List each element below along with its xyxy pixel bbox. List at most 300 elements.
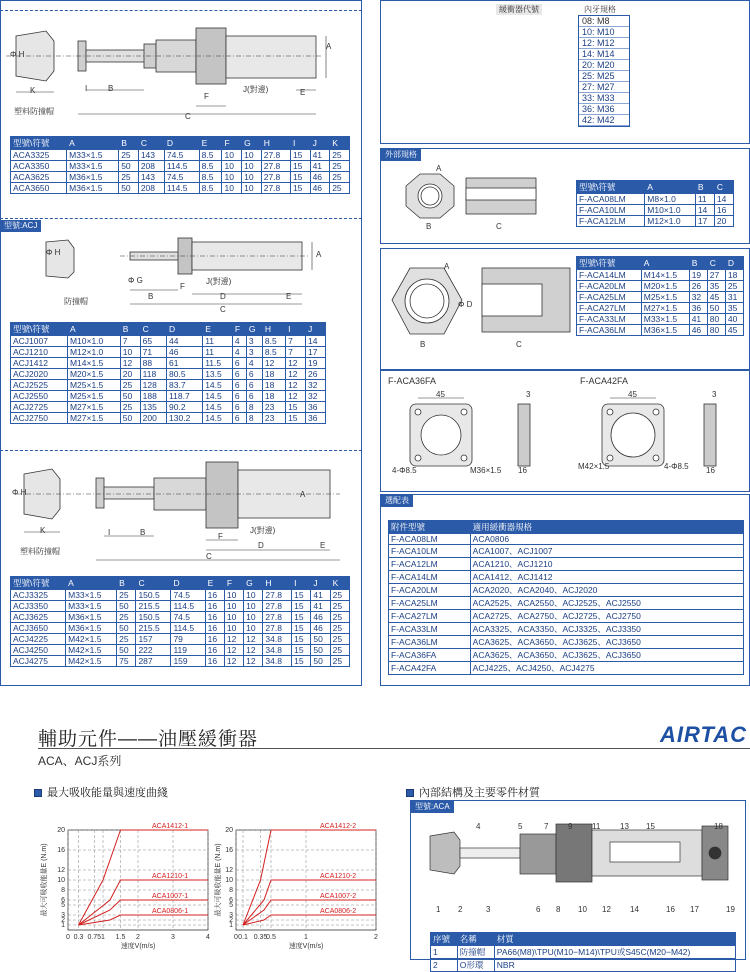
dim-b: B: [140, 528, 146, 537]
table-cell: 35: [725, 303, 743, 314]
thread-label: 內牙規格: [584, 5, 616, 14]
table-cell: ACA3625、ACA3650、ACJ3625、ACJ3650: [470, 636, 743, 649]
table-cell: 6: [232, 380, 246, 391]
table-cell: F-ACA08LM: [577, 194, 645, 205]
table-row: [577, 194, 734, 205]
table-cell: 3: [246, 336, 262, 347]
table-cell: 8.5: [262, 336, 285, 347]
table-cell: 80: [707, 325, 725, 336]
table-cell: 50: [119, 161, 139, 172]
table-cell: ACJ2750: [11, 413, 68, 424]
table-cell: 40: [725, 314, 743, 325]
dim-a: A: [436, 164, 442, 173]
table-row: [11, 413, 326, 424]
table-cell: 50: [120, 391, 140, 402]
table-cell: 15: [292, 601, 311, 612]
table-cell: 36: [689, 303, 707, 314]
table-cell: 2: [431, 959, 458, 972]
table-header-cell: J: [310, 137, 330, 150]
table-cell: 46: [310, 172, 330, 183]
table-cell: 12: [286, 380, 306, 391]
table-row: [11, 391, 326, 402]
table-cell: 11: [695, 194, 714, 205]
table-cell: 50: [311, 656, 330, 667]
table-row: [577, 303, 744, 314]
table-cell: 119: [171, 645, 205, 656]
table-header-cell: A: [67, 137, 119, 150]
table-cell: 12: [224, 656, 243, 667]
structure-drawing: [420, 816, 742, 896]
table-cell: 25: [330, 601, 349, 612]
table-cell: 16: [205, 623, 224, 634]
table-cell: 10: [222, 183, 242, 194]
table-cell: 44: [167, 336, 203, 347]
nut-large-drawing: [386, 262, 576, 362]
table-cell: 74.5: [171, 590, 205, 601]
nut-small-drawing: [396, 164, 556, 234]
part-number: 13: [620, 822, 629, 831]
table-cell: 50: [707, 303, 725, 314]
x-tick-label: 1.5: [115, 934, 126, 941]
part-number: 15: [646, 822, 655, 831]
table-cell: 4: [246, 358, 262, 369]
table-row: [389, 558, 744, 571]
table-cell: 15: [292, 612, 311, 623]
table-cell: 27.8: [261, 150, 290, 161]
table-header-cell: F: [232, 323, 246, 336]
table-cell: M25×1.5: [641, 292, 689, 303]
table-cell: ACA3625、ACA3650、ACJ3625、ACJ3650: [470, 649, 743, 662]
table-row: [577, 270, 744, 281]
table-cell: 27.8: [263, 590, 292, 601]
dim-j: J(對邊): [250, 526, 276, 535]
dim-c: C: [496, 222, 502, 231]
table-cell: 16: [205, 645, 224, 656]
table-cell: 74.5: [171, 612, 205, 623]
table-cell: 65: [140, 336, 166, 347]
x-tick-label: 0.35: [253, 934, 268, 941]
table-cell: 10: [244, 623, 263, 634]
y-tick-label: 2: [229, 917, 233, 924]
table-cell: ACJ1412: [11, 358, 68, 369]
table-header-cell: C: [707, 257, 725, 270]
table-cell: 15: [292, 645, 311, 656]
y-tick-label: 10: [57, 877, 65, 884]
table-row: [11, 601, 350, 612]
table-header-cell: D: [171, 577, 205, 590]
table-cell: 3: [246, 347, 262, 358]
x-axis-label: 速度V(m/s): [120, 943, 156, 950]
table-cell: 157: [136, 634, 171, 645]
table-cell: 114.5: [171, 623, 205, 634]
table-cell: 7: [286, 347, 306, 358]
table-cell: 16: [205, 656, 224, 667]
table-header-cell: D: [164, 137, 199, 150]
table-header-cell: E: [205, 577, 224, 590]
table-row: [577, 325, 744, 336]
part-number: 11: [592, 822, 601, 831]
table-header-cell: I: [290, 137, 310, 150]
table-header-cell: C: [140, 323, 166, 336]
struct-tag: 型號:ACA: [411, 801, 454, 813]
dim-h: Φ H: [46, 248, 61, 257]
table-cell: 18: [262, 380, 285, 391]
x-axis-label: 速度V(m/s): [288, 943, 324, 950]
thread-item: 36: M36: [579, 104, 629, 115]
table-cell: 50: [117, 623, 136, 634]
table-cell: M36×1.5: [66, 623, 117, 634]
thread-item: 25: M25: [579, 71, 629, 82]
table-row: [11, 380, 326, 391]
table-row: [11, 402, 326, 413]
table-cell: ACJ4225: [11, 634, 66, 645]
y-tick-label: 10: [225, 877, 233, 884]
table-cell: M12×1.0: [645, 216, 696, 227]
dim-a: A: [444, 262, 450, 271]
y-tick-label: 8: [61, 887, 65, 894]
series-label: ACA1210-1: [152, 873, 189, 880]
table-cell: ACA2725、ACA2750、ACJ2725、ACJ2750: [470, 610, 743, 623]
table-row: [577, 292, 744, 303]
dim-f: F: [218, 532, 223, 541]
table-cell: 50: [311, 634, 330, 645]
table-row: [11, 590, 350, 601]
dim-b: B: [108, 84, 114, 93]
dim-a: A: [300, 490, 306, 499]
table-cell: 10: [224, 623, 243, 634]
table-cell: ACJ4275: [11, 656, 66, 667]
y-tick-label: 3: [61, 912, 65, 919]
aca-large-drawing: [6, 16, 358, 126]
table-cell: 46: [310, 183, 330, 194]
table-cell: 12: [224, 634, 243, 645]
table-row: [11, 623, 350, 634]
table-cell: 15: [290, 183, 310, 194]
table-cell: 8: [246, 413, 262, 424]
table-cell: 46: [311, 612, 330, 623]
table-cell: M25×1.5: [67, 380, 120, 391]
x-tick-label: 3: [171, 934, 175, 941]
part-number: 16: [666, 905, 675, 914]
thread-item: 33: M33: [579, 93, 629, 104]
table-cell: 防撞帽: [457, 946, 494, 959]
series-label: ACA0806-2: [320, 908, 357, 915]
table-cell: 11: [203, 336, 233, 347]
brand-logo: AIRTAC: [660, 722, 748, 747]
y-tick-label: 20: [225, 827, 233, 834]
table-cell: 6: [246, 380, 262, 391]
y-tick-label: 1: [229, 922, 233, 929]
table-cell: ACJ2550: [11, 391, 68, 402]
table-cell: 14.5: [203, 391, 233, 402]
table-cell: 12: [262, 358, 285, 369]
table-cell: F-ACA36FA: [389, 649, 471, 662]
table-cell: 35: [707, 281, 725, 292]
fa36-title: F-ACA36FA: [388, 376, 437, 386]
table-cell: 188: [140, 391, 166, 402]
section-title: 輔助元件——油壓緩衝器: [38, 729, 259, 750]
table-cell: 25: [117, 634, 136, 645]
table-cell: 13.5: [203, 369, 233, 380]
table-cell: 25: [330, 656, 349, 667]
part-number: 18: [714, 822, 723, 831]
table-cell: 16: [205, 601, 224, 612]
dim-d: D: [258, 541, 264, 550]
table-cell: 27.8: [263, 612, 292, 623]
table-header-cell: K: [330, 137, 350, 150]
x-tick-label: 1: [101, 934, 105, 941]
acj-tag: 型號:ACJ: [0, 220, 41, 232]
part-number: 19: [726, 905, 735, 914]
table-cell: M36×1.5: [67, 183, 119, 194]
table-header-cell: B: [689, 257, 707, 270]
table-cell: 25: [119, 172, 139, 183]
table-cell: 25: [330, 634, 349, 645]
table-cell: 25: [117, 590, 136, 601]
table-cell: 7: [120, 336, 140, 347]
table-cell: 27.8: [263, 601, 292, 612]
table-cell: M20×1.5: [641, 281, 689, 292]
table-cell: 15: [286, 402, 306, 413]
table-cell: M36×1.5: [66, 612, 117, 623]
part-number: 8: [556, 905, 561, 914]
table-cell: 15: [292, 623, 311, 634]
y-tick-label: 6: [61, 897, 65, 904]
thread-item: 10: M10: [579, 27, 629, 38]
table-cell: 20: [120, 369, 140, 380]
y-tick-label: 2: [61, 917, 65, 924]
part-number: 17: [690, 905, 699, 914]
table-header-cell: I: [292, 577, 311, 590]
table-cell: 34.8: [263, 645, 292, 656]
table-cell: 14: [695, 205, 714, 216]
table-cell: 118.7: [167, 391, 203, 402]
x-tick-label: 0: [66, 934, 70, 941]
table-header-cell: I: [286, 323, 306, 336]
dim-16: 16: [706, 466, 715, 475]
y-tick-label: 8: [229, 887, 233, 894]
table-cell: ACA3325、ACA3350、ACJ3325、ACJ3350: [470, 623, 743, 636]
table-cell: 10: [224, 601, 243, 612]
table-cell: 14.5: [203, 380, 233, 391]
table-cell: M27×1.5: [67, 402, 120, 413]
table-cell: 4: [232, 336, 246, 347]
table-header-cell: A: [67, 323, 120, 336]
thread-item: 14: M14: [579, 49, 629, 60]
dim-c: C: [206, 552, 212, 561]
y-axis-label: 最大可吸收能量E (N.m): [41, 843, 48, 917]
table-cell: F-ACA27LM: [577, 303, 642, 314]
table-cell: ACJ3325: [11, 590, 66, 601]
table-header-cell: F: [224, 577, 243, 590]
table-header-cell: J: [311, 577, 330, 590]
table-row: [389, 571, 744, 584]
x-tick-label: 0.75: [87, 934, 102, 941]
part-number: 6: [536, 905, 541, 914]
table-cell: 25: [330, 150, 350, 161]
part-number: 10: [578, 905, 587, 914]
table-cell: 61: [167, 358, 203, 369]
table-cell: M33×1.5: [66, 590, 117, 601]
table-header-cell: 適用緩衝器規格: [470, 521, 743, 534]
table-header-cell: C: [138, 137, 164, 150]
table-cell: 222: [136, 645, 171, 656]
thread-item: 27: M27: [579, 82, 629, 93]
flange-drawings: [384, 388, 744, 484]
table-cell: M36×1.5: [67, 172, 119, 183]
part-number: 3: [486, 905, 491, 914]
table-cell: 36: [305, 413, 325, 424]
table-cell: 32: [305, 380, 325, 391]
table-header-cell: 型號\符號: [11, 577, 66, 590]
panel-right-top: [380, 0, 750, 144]
table-cell: 12: [120, 358, 140, 369]
table-cell: 27.8: [263, 623, 292, 634]
table-header-cell: F: [222, 137, 242, 150]
x-tick-label: 1: [304, 934, 308, 941]
table-cell: 74.5: [164, 150, 199, 161]
table-cell: F-ACA12LM: [389, 558, 471, 571]
table-cell: 12: [244, 656, 263, 667]
table-cell: 4: [232, 347, 246, 358]
table-header-cell: 序號: [431, 933, 458, 946]
table-cell: 12: [286, 358, 306, 369]
table-cell: 208: [138, 183, 164, 194]
table-cell: M27×1.5: [641, 303, 689, 314]
table-cell: 8.5: [199, 183, 222, 194]
table-cell: M36×1.5: [641, 325, 689, 336]
part-number: 2: [458, 905, 463, 914]
thread-item: 20: M20: [579, 60, 629, 71]
table-row: [11, 656, 350, 667]
table-cell: F-ACA14LM: [389, 571, 471, 584]
y-tick-label: 16: [225, 847, 233, 854]
table-cell: 15: [292, 634, 311, 645]
thread-item: 08: M8: [579, 16, 629, 27]
table-cell: 34.8: [263, 656, 292, 667]
table-nut-large: [576, 256, 744, 336]
table-header-cell: G: [242, 137, 262, 150]
table-cell: 25: [119, 150, 139, 161]
table-cell: 25: [120, 402, 140, 413]
table-header-cell: B: [120, 323, 140, 336]
dim-16: 16: [518, 466, 527, 475]
dim-3: 3: [526, 390, 531, 399]
table-cell: O形環: [457, 959, 494, 972]
table-header-cell: G: [246, 323, 262, 336]
y-tick-label: 5: [229, 902, 233, 909]
table-cell: 114.5: [164, 161, 199, 172]
table-cell: 215.5: [136, 601, 171, 612]
dim-b: B: [420, 340, 426, 349]
dim-k: K: [30, 86, 36, 95]
table-cell: 10: [244, 590, 263, 601]
table-cell: M42×1.5: [66, 645, 117, 656]
table-row: [389, 584, 744, 597]
y-tick-label: 5: [61, 902, 65, 909]
table-cell: 14.5: [203, 413, 233, 424]
table-header-cell: A: [645, 181, 696, 194]
dim-j: J(對邊): [206, 277, 232, 286]
table-cell: F-ACA25LM: [577, 292, 642, 303]
table-cell: 25: [117, 612, 136, 623]
table-row: [577, 205, 734, 216]
dim-c: C: [516, 340, 522, 349]
table-cell: 25: [330, 183, 350, 194]
table-cell: M33×1.5: [67, 150, 119, 161]
part-number: 12: [602, 905, 611, 914]
dim-3: 3: [712, 390, 717, 399]
table-header-cell: B: [695, 181, 714, 194]
table-cell: ACJ3625: [11, 612, 66, 623]
table-cell: 80: [707, 314, 725, 325]
table-cell: F-ACA25LM: [389, 597, 471, 610]
table-cell: ACJ2525: [11, 380, 68, 391]
table-cell: 10: [222, 161, 242, 172]
table-cell: 10: [120, 347, 140, 358]
table-header-cell: G: [244, 577, 263, 590]
table-cell: 16: [205, 590, 224, 601]
table-row: [11, 358, 326, 369]
table-cell: 45: [725, 325, 743, 336]
table-cell: ACJ4250: [11, 645, 66, 656]
dim-g: Φ G: [128, 276, 143, 285]
x-tick-label: 0.1: [238, 934, 248, 941]
table-row: [577, 281, 744, 292]
table-header-cell: D: [167, 323, 203, 336]
table-cell: 130.2: [167, 413, 203, 424]
table-cell: M33×1.5: [67, 161, 119, 172]
table-acj-large: [10, 576, 350, 667]
fa42-thread: M42×1.5: [578, 462, 610, 471]
table-cell: M8×1.0: [645, 194, 696, 205]
table-cell: M42×1.5: [66, 656, 117, 667]
table-cell: 25: [330, 645, 349, 656]
table-cell: 34.8: [263, 634, 292, 645]
x-tick-label: 2: [374, 934, 378, 941]
y-tick-label: 12: [225, 867, 233, 874]
table-cell: 159: [171, 656, 205, 667]
part-number: 4: [476, 822, 481, 831]
table-cell: 19: [305, 358, 325, 369]
table-acj-small: [10, 322, 326, 424]
table-header-cell: 型號\符號: [11, 137, 67, 150]
table-cell: 23: [262, 402, 285, 413]
part-number: 9: [568, 822, 573, 831]
dim-f: F: [204, 92, 209, 101]
table-cell: 32: [305, 391, 325, 402]
table-cell: 15: [290, 161, 310, 172]
table-header-cell: 型號\符號: [577, 181, 645, 194]
dim-e: E: [300, 88, 306, 97]
table-header-cell: E: [203, 323, 233, 336]
table-cell: F-ACA20LM: [389, 584, 471, 597]
table-cell: 7: [286, 336, 306, 347]
x-tick-label: 4: [206, 934, 210, 941]
table-cell: 41: [310, 150, 330, 161]
table-cell: ACA1412、ACJ1412: [470, 571, 743, 584]
table-cell: 6: [232, 391, 246, 402]
table-row: [577, 216, 734, 227]
table-cell: 15: [290, 172, 310, 183]
table-header-cell: D: [725, 257, 743, 270]
external-tag: 外部規格: [381, 149, 421, 161]
table-cell: 41: [311, 590, 330, 601]
fa42-title: F-ACA42FA: [580, 376, 629, 386]
table-cell: 27.8: [261, 183, 290, 194]
table-cell: 208: [138, 161, 164, 172]
table-header-cell: 名稱: [457, 933, 494, 946]
